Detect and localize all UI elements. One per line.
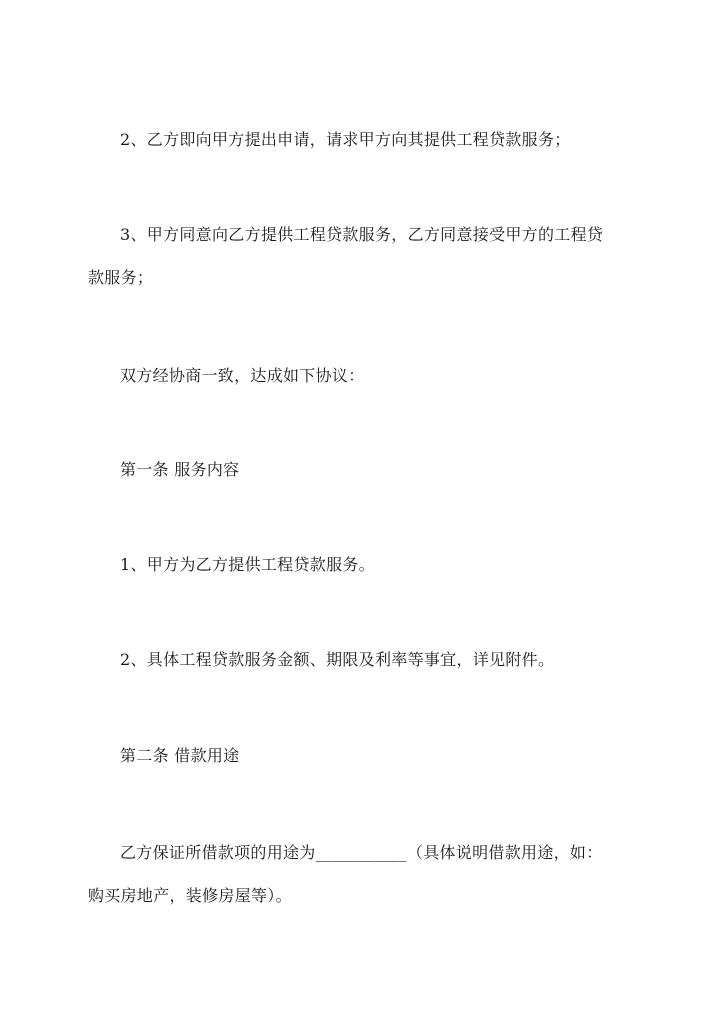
article-1-item-2: 2、具体工程贷款服务金额、期限及利率等事宜，详见附件。 xyxy=(120,650,555,669)
paragraph-agreement-intro: 双方经协商一致，达成如下协议： xyxy=(120,366,365,385)
article-2-text-prefix: 乙方保证所借款项的用途为 xyxy=(120,843,316,862)
paragraph-clause-3-line2: 款服务； xyxy=(88,268,154,287)
article-2-text-suffix: （具体说明借款用途，如： xyxy=(406,843,603,862)
article-1-heading: 第一条 服务内容 xyxy=(120,460,240,479)
article-2-paragraph-line2: 购买房地产，装修房屋等）。 xyxy=(88,886,292,905)
article-2-heading: 第二条 借款用途 xyxy=(120,746,240,765)
paragraph-clause-3-line1: 3、甲方同意向乙方提供工程贷款服务，乙方同意接受甲方的工程贷 xyxy=(120,225,604,244)
paragraph-clause-2: 2、乙方即向甲方提出申请，请求甲方向其提供工程贷款服务； xyxy=(120,130,571,149)
article-2-paragraph-line1 xyxy=(120,843,603,863)
purpose-blank-line: ___________ xyxy=(315,843,407,862)
article-1-item-1: 1、甲方为乙方提供工程贷款服务。 xyxy=(120,555,375,574)
